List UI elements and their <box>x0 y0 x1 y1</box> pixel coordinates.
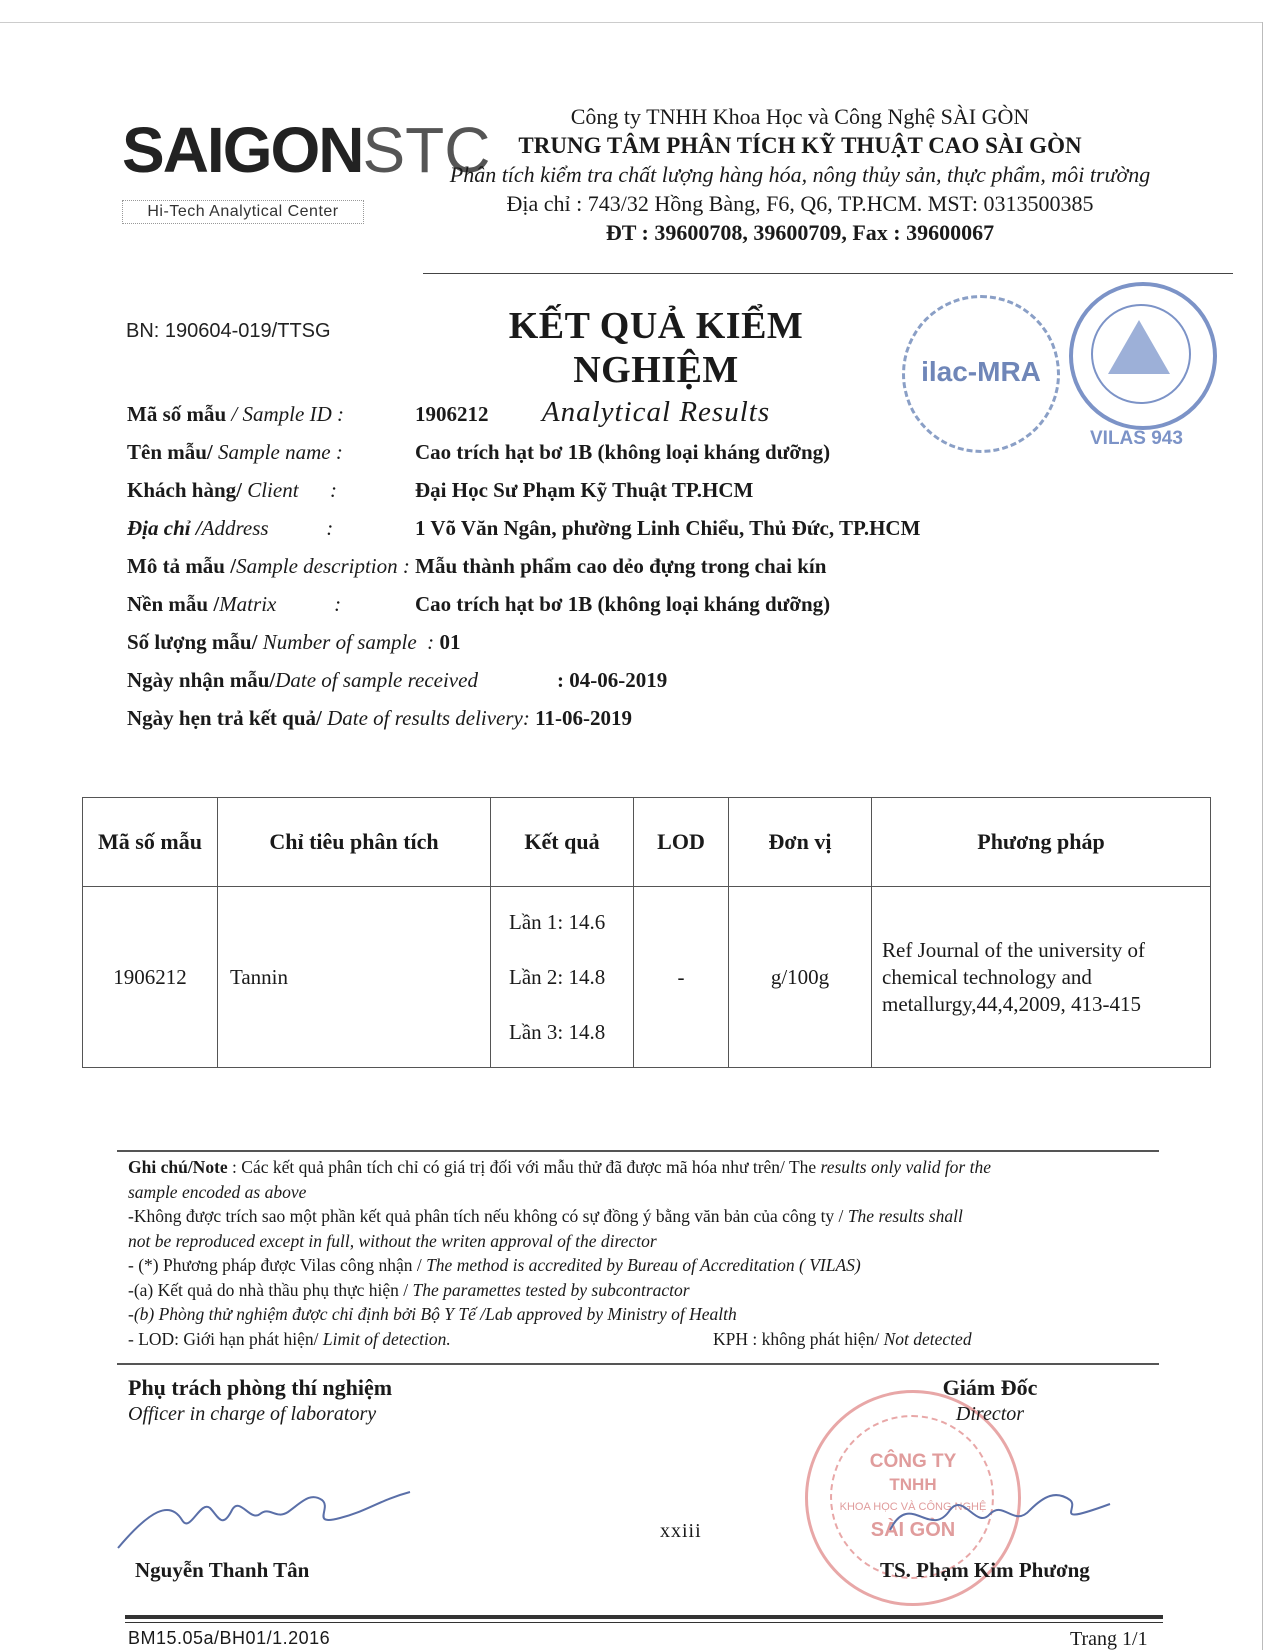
report-title <box>426 304 886 429</box>
col-lod: LOD <box>634 798 729 887</box>
delivery-value: 11-06-2019 <box>529 706 632 730</box>
scan-edge-right <box>1262 22 1263 1650</box>
batch-number: BN: 190604-019/TTSG <box>126 320 331 342</box>
bureau-of-accreditation-seal-icon <box>1069 282 1217 430</box>
director-name: TS. Phạm Kim Phương <box>880 1558 1090 1582</box>
company-stamp-icon: CÔNG TY TNHH KHOA HỌC VÀ CÔNG NGHỆ SÀI GÒN <box>805 1390 1021 1606</box>
footer-rule-thin <box>125 1622 1163 1623</box>
ilac-mra-seal-icon <box>902 295 1060 453</box>
col-parameter: Chỉ tiêu phân tích <box>218 798 491 887</box>
logo-tagline: Hi-Tech Analytical Center <box>122 200 364 224</box>
info-address: Địa chỉ /Address : 1 Võ Văn Ngân, phường Linh Chiểu, Thủ Đức, TP.HCM <box>127 516 921 540</box>
cell-sample-id: 1906212 <box>83 887 218 1068</box>
director-signature <box>880 1470 1120 1560</box>
director-title: Giám Đốc <box>942 1375 1038 1400</box>
info-count: Số lượng mẫu/ Number of sample : 01 <box>127 630 461 654</box>
lab-officer-title: Phụ trách phòng thí nghiệm <box>128 1375 393 1400</box>
info-sample-name: Tên mẫu/ Sample name : Cao trích hạt bơ 1B (không loại kháng dưỡng) <box>127 440 831 464</box>
company-logo <box>122 114 491 228</box>
logo-brand-thin: STC <box>362 114 491 186</box>
lab-officer-block <box>128 1375 392 1426</box>
logo-brand-bold: SAIGON <box>122 114 363 186</box>
col-sample-id: Mã số mẫu <box>83 798 218 887</box>
company-address: Địa chỉ : 743/32 Hồng Bàng, F6, Q6, TP.HCM. MST: 0313500385 <box>506 191 1094 216</box>
footer-rule-thick <box>125 1615 1163 1619</box>
client-value: Đại Học Sư Phạm Kỹ Thuật TP.HCM <box>415 478 754 502</box>
note-label: Ghi chú/Note <box>128 1157 228 1177</box>
description-value: Mẫu thành phẩm cao dẻo đựng trong chai kín <box>409 554 827 578</box>
lab-officer-title-en: Officer in charge of laboratory <box>128 1403 377 1425</box>
center-name: TRUNG TÂM PHÂN TÍCH KỸ THUẬT CAO SÀI GÒN <box>518 133 1082 158</box>
form-code: BM15.05a/BH01/1.2016 <box>128 1628 331 1648</box>
director-block <box>880 1375 1100 1426</box>
col-unit: Đơn vị <box>729 798 872 887</box>
ilac-seal-text: ilac-MRA <box>921 356 1041 387</box>
director-title-en: Director <box>955 1403 1025 1425</box>
page-label: xxiii <box>660 1520 702 1542</box>
info-matrix: Nền mẫu /Matrix : Cao trích hạt bơ 1B (không loại kháng dưỡng) <box>127 592 831 616</box>
info-client: Khách hàng/ Client : Đại Học Sư Phạm Kỹ Thuật TP.HCM <box>127 478 754 502</box>
result-run-3: Lần 3: 14.8 <box>509 1019 606 1044</box>
company-scope: Phân tích kiểm tra chất lượng hàng hóa, nông thủy sản, thực phẩm, môi trường <box>449 162 1151 187</box>
report-title-en: Analytical Results <box>541 396 771 428</box>
cell-unit: g/100g <box>729 887 872 1068</box>
vilas-number: VILAS 943 <box>1090 428 1183 449</box>
signature-divider <box>117 1363 1159 1365</box>
company-header <box>400 102 1200 247</box>
company-name: Công ty TNHH Khoa Học và Công Nghệ SÀI GÒN <box>570 104 1030 129</box>
sample-id-value: 1906212 <box>415 402 489 426</box>
result-run-1: Lần 1: 14.6 <box>509 909 606 934</box>
count-value: 01 <box>434 630 461 654</box>
lab-officer-name: Nguyễn Thanh Tân <box>135 1558 310 1582</box>
cell-lod: - <box>634 887 729 1068</box>
page-count: Trang 1/1 <box>1070 1628 1148 1650</box>
matrix-value: Cao trích hạt bơ 1B (không loại kháng dưỡng) <box>415 592 831 616</box>
cell-method: Ref Journal of the university of chemical technology and metallurgy,44,4,2009, 413-415 <box>872 887 1211 1068</box>
cell-parameter: Tannin <box>218 887 491 1068</box>
company-phone: ĐT : 39600708, 39600709, Fax : 39600067 <box>605 220 995 245</box>
info-description: Mô tả mẫu /Sample description : Mẫu thành phẩm cao dẻo đựng trong chai kín <box>127 554 827 578</box>
header-divider <box>423 273 1233 274</box>
table-row <box>83 887 1211 1068</box>
notes-block: Ghi chú/Note : Các kết quả phân tích chỉ có giá trị đối với mẫu thử đã được mã hóa như trên/ The results only valid for the sample encoded as above -Không được trích sao một phần kết quả phân tích nếu không có sự đồng ý bằng văn bản của công ty / The results shall not be reproduced except in full, without the writen approval of the director - (*) Phương pháp được Vilas công nhận / The method is accredited by Bureau of Accreditation ( VILAS) -(a) Kết quả do nhà thầu phụ thực hiện / The paramettes tested by subcontractor -(b) Phòng thử nghiệm được chỉ định bởi Bộ Y Tế /Lab approved by Ministry of Health - LOD: Giới hạn phát hiện/ Limit of detection. KPH : không phát hiện/ Not detected <box>128 1157 991 1349</box>
table-header-row <box>83 798 1211 887</box>
result-run-2: Lần 2: 14.8 <box>509 964 606 989</box>
col-result: Kết quả <box>491 798 634 887</box>
address-value: 1 Võ Văn Ngân, phường Linh Chiểu, Thủ Đức, TP.HCM <box>415 516 921 540</box>
lab-officer-signature <box>110 1470 420 1560</box>
info-sample-id: Mã số mẫu / Sample ID : 1906212 <box>127 402 489 426</box>
info-received: Ngày nhận mẫu/Date of sample received : 04-06-2019 <box>127 668 668 692</box>
results-table <box>82 797 1211 1068</box>
report-title-vn: KẾT QUẢ KIỂM NGHIỆM <box>508 305 804 391</box>
notes-divider <box>117 1150 1159 1152</box>
scan-edge-top <box>0 22 1262 23</box>
sample-name-value: Cao trích hạt bơ 1B (không loại kháng dưỡng) <box>415 440 831 464</box>
cell-results <box>491 887 634 1068</box>
col-method: Phương pháp <box>872 798 1211 887</box>
received-value: : 04-06-2019 <box>557 668 668 692</box>
info-delivery: Ngày hẹn trả kết quả/ Date of results delivery: 11-06-2019 <box>127 706 632 730</box>
